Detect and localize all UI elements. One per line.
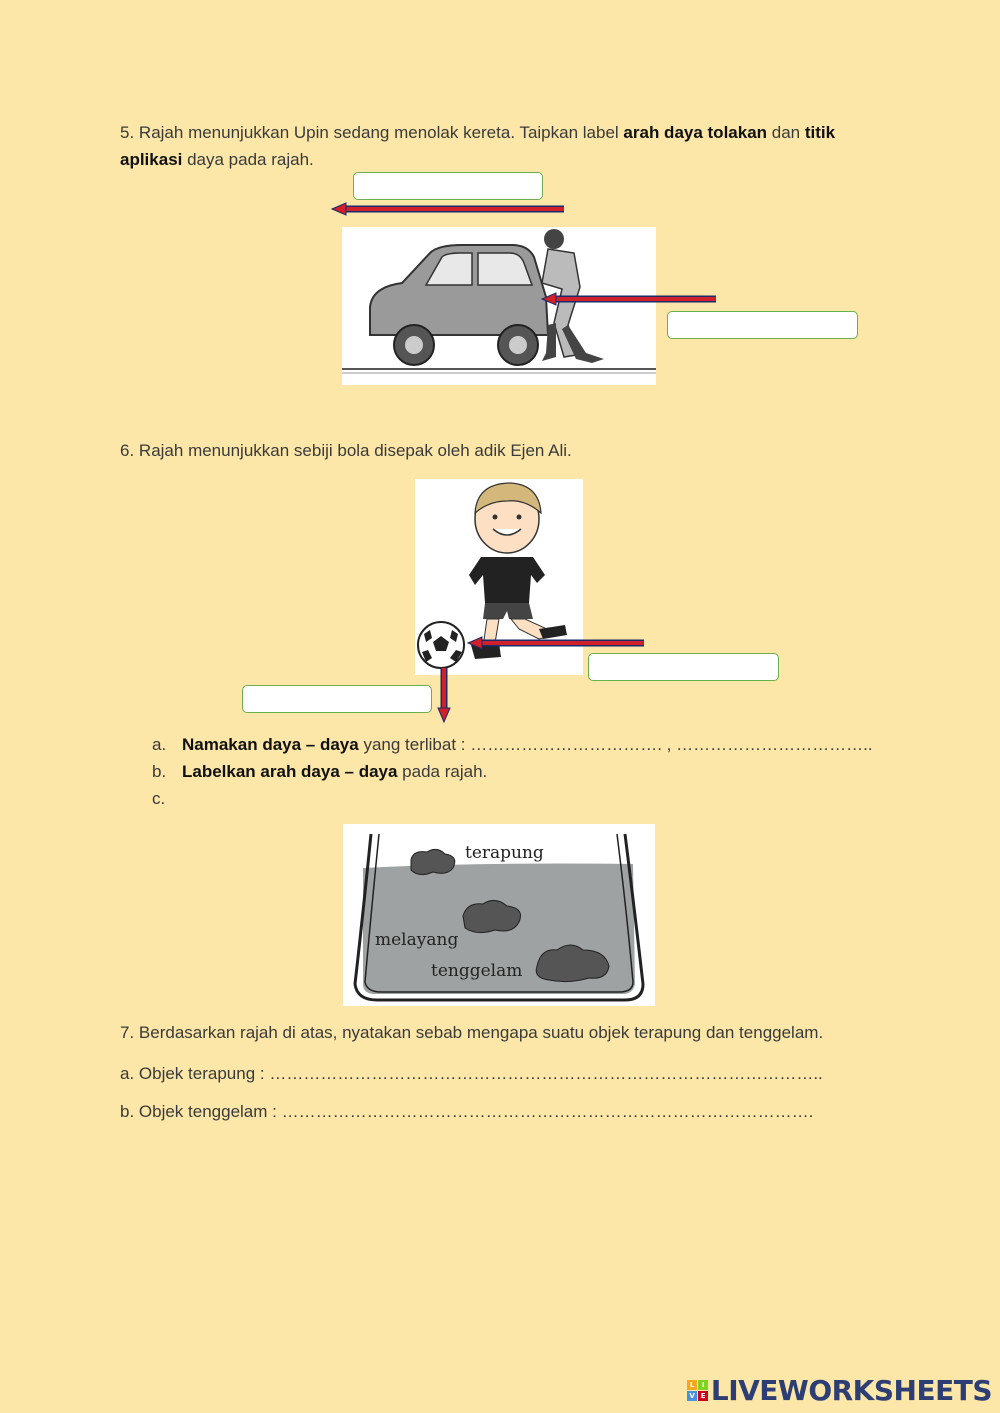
liveworksheets-logo-mark: L I V E xyxy=(687,1380,708,1401)
question-7-number: 7. xyxy=(120,1023,135,1042)
label-terapung: terapung xyxy=(465,843,544,863)
label-melayang: melayang xyxy=(375,930,459,950)
question-6-list xyxy=(152,731,912,812)
question-5-text-a: Rajah menunjukkan Upin sedang menolak kereta. Taipkan label xyxy=(138,123,624,142)
q6-arrow-side xyxy=(466,634,648,652)
list-item-c xyxy=(152,785,912,812)
q6-arrow-down xyxy=(435,668,453,724)
label-tenggelam: tenggelam xyxy=(431,961,523,981)
q5-answer-box-side[interactable] xyxy=(667,311,858,339)
question-6 xyxy=(120,437,890,464)
container-illustration xyxy=(343,824,655,1006)
list-item-b xyxy=(152,758,912,785)
soccer-ball-icon xyxy=(416,620,466,670)
question-7-answer-a[interactable]: a. Objek terapung : …………………………………………………………………………………….. xyxy=(120,1064,823,1083)
list-item-text: yang terlibat : ……………………………. , …………………………….. xyxy=(358,735,873,754)
list-item-label: a. xyxy=(152,735,167,754)
question-5-text-b: dan xyxy=(767,123,805,142)
question-5 xyxy=(120,119,890,173)
question-6-text: Rajah menunjukkan sebiji bola disepak oleh adik Ejen Ali. xyxy=(138,441,572,460)
liveworksheets-logo xyxy=(687,1374,992,1407)
question-5-text-c: daya pada rajah. xyxy=(182,150,314,169)
q6-answer-box-left[interactable] xyxy=(242,685,432,713)
liveworksheets-logo-text: LIVEWORKSHEETS xyxy=(710,1374,992,1407)
q6-answer-box-right[interactable] xyxy=(588,653,779,681)
list-item-bold: Namakan daya – daya xyxy=(182,735,359,754)
list-item-a xyxy=(152,731,912,758)
question-5-bold-b: titik aplikasi xyxy=(120,123,836,169)
q5-answer-box-top[interactable] xyxy=(353,172,543,200)
question-7 xyxy=(120,1019,920,1046)
question-7-answer-b[interactable]: b. Objek tenggelam : …………………………………………………………………………………. xyxy=(120,1102,814,1121)
question-6-number: 6. xyxy=(120,441,135,460)
q5-arrow-side xyxy=(540,290,720,308)
question-5-bold-a: arah daya tolakan xyxy=(623,123,768,142)
floating-objects-figure xyxy=(343,824,655,1006)
list-item-bold: Labelkan arah daya – daya xyxy=(182,762,398,781)
q5-arrow-top xyxy=(330,200,570,218)
list-item-text: pada rajah. xyxy=(397,762,488,781)
question-7-text: Berdasarkan rajah di atas, nyatakan sebab mengapa suatu objek terapung dan tenggelam. xyxy=(138,1023,824,1042)
question-5-number: 5. xyxy=(120,123,135,142)
list-item-label: c. xyxy=(152,789,166,808)
list-item-label: b. xyxy=(152,762,167,781)
